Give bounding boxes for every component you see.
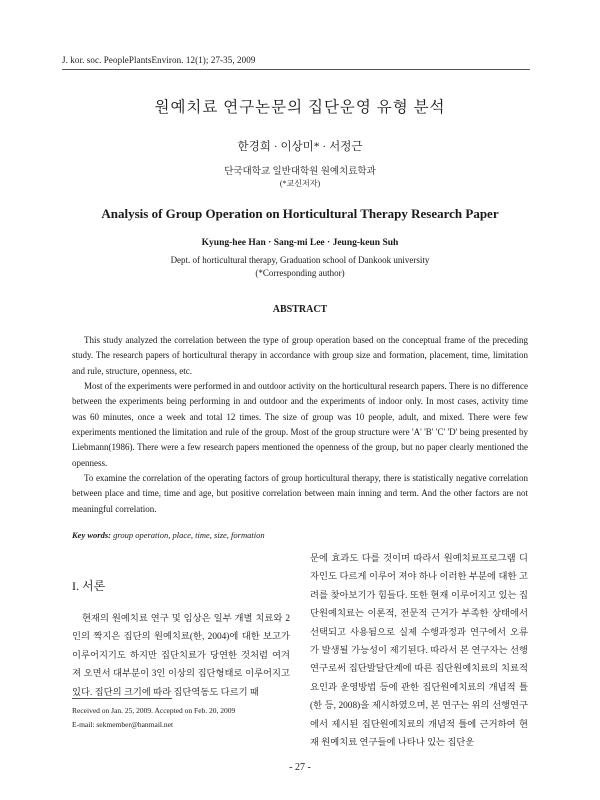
keywords-value: group operation, place, time, size, formation <box>113 530 265 540</box>
footnote <box>72 704 290 732</box>
english-corresponding-note: (*Corresponding author) <box>255 268 345 278</box>
korean-affiliation: 단국대학교 일반대학원 원예치료학과 <box>224 167 376 177</box>
abstract-paragraph: Most of the experiments were performed in and outdoor activity on the horticultural research papers. There is no difference between the experiments being performing in and outdoor and the experiments of indoor only. In most cases, activity time was 60 minutes, once a week and total 12 times. The size of group was 10 people, adult, and mixed. There were few experiments mentioned the limitation and rule of the group. Most of the group structure were 'A' 'B' 'C' 'D' being presented by Liebmann(1986). There were a few research papers mentioned the openness of the group, but no paper clearly mentioned the openness. <box>72 381 528 468</box>
abstract-paragraph: This study analyzed the correlation between the type of group operation based on the conceptual frame of the preceding study. The research papers of horticultural therapy in accordance with group size and formation, placement, time, limitation and rule, structure, openness, etc. <box>72 335 528 376</box>
abstract-paragraph: To examine the correlation of the operating factors of group horticultural therapy, there is statistically negative correlation between place and time, time and age, but positive correlation between main inning and term. And the other factors are not meaningful correlation. <box>72 473 528 514</box>
footnote-email: E-mail: sekmember@hanmail.net <box>72 720 174 729</box>
korean-authors: 한경희 · 이상미* · 서정근 <box>237 141 363 153</box>
body-paragraph: 문에 효과도 다를 것이며 따라서 원예치료프로그램 디자인도 다르게 이루어 져야 하나 이러한 부분에 대한 고려를 찾아보기가 힘들다. 또한 현재 이루어지고 있는 집단원예치료는 이론적, 전문적 근거가 부족한 상태에서 선택되고 사용됨으로 실제 수행과정과 연구에서 오류가 발생될 가능성이 제기된다. 따라서 본 연구자는 선행연구로써 집단발달단계에 따른 집단원예치료의 치료적 요인과 운영방법 등에 관한 집단원예치료의 개념적 틀(한 등, 2008)을 제시하였으며, 본 연구는 위의 선행연구에서 제시된 집단원예치료의 개념적 틀에 근거하여 현재 원예치료 연구들에 나타나 있는 집단운 <box>310 554 528 749</box>
keywords-line <box>72 530 528 540</box>
footnote-divider <box>72 698 172 699</box>
keywords-label: Key words: <box>72 530 111 540</box>
abstract-heading: ABSTRACT <box>272 304 328 315</box>
korean-corresponding-note: (*교신저자) <box>279 179 321 188</box>
english-title: Analysis of Group Operation on Horticultural Therapy Research Paper <box>101 206 499 221</box>
korean-title: 원예치료 연구논문의 집단운영 유형 분석 <box>154 99 446 116</box>
footnote-received: Received on Jan. 25, 2009. Accepted on Feb. 20, 2009 <box>72 706 236 715</box>
body-column-right <box>310 550 528 752</box>
body-column-left <box>72 610 290 702</box>
abstract-body <box>72 333 528 517</box>
page-number: - 27 - <box>289 762 311 773</box>
english-affiliation: Dept. of horticultural therapy, Graduation school of Dankook university <box>170 255 430 265</box>
section-heading-introduction: I. 서론 <box>72 579 106 593</box>
body-paragraph: 현재의 원예치료 연구 및 임상은 일부 개별 치료와 2인의 짝지은 집단의 원예치료(한, 2004)에 대한 보고가 이루어지기도 하지만 집단치료가 당연한 것처럼 여겨져 오면서 대부분이 3인 이상의 집단형태로 이루어지고 있다. 집단의 크기에 따라 집단역동도 다르기 때 <box>72 614 290 698</box>
english-authors: Kyung-hee Han · Sang-mi Lee · Jeung-keun Suh <box>201 238 399 248</box>
journal-citation-header: J. kor. soc. PeoplePlantsEnviron. 12(1); 27-35, 2009 <box>62 55 530 70</box>
